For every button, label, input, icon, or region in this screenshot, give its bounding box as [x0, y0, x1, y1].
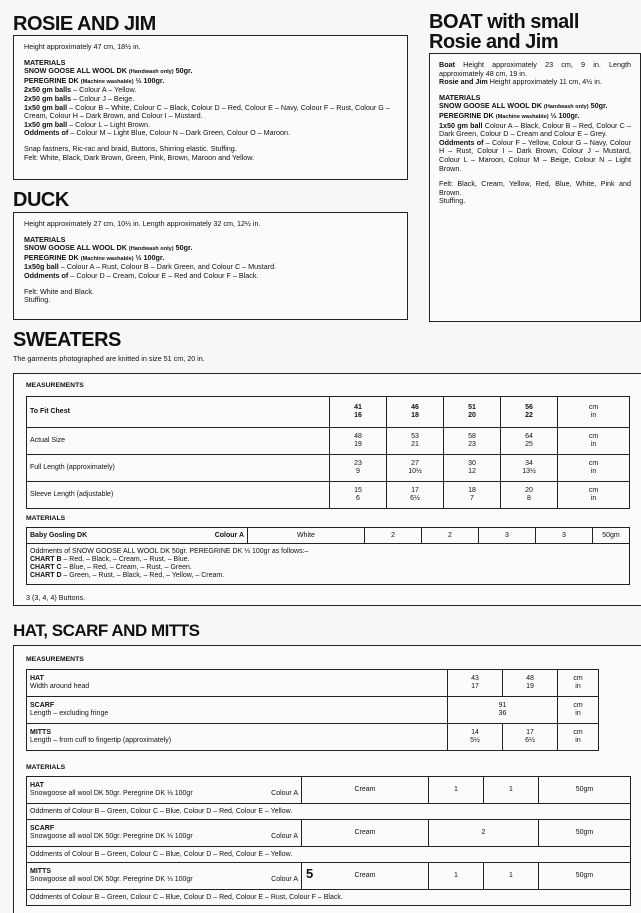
table-row: Oddments of SNOW GOOSE ALL WOOL DK 50gr. PEREGRINE DK ⅓ 100gr as follows:– CHART B – Red, – Black, – Cream, – Rust, – Blue. CHART C – Blue, – Red, – Cream, – Rust, – Green. CHART D – Green, – Rust, – Black, – Red, – Yellow, – Cream. — [27, 544, 630, 585]
rj-label: Rosie and Jim — [439, 77, 488, 87]
table-row: MITTS Snowgoose all wool DK 50gr. Peregrine DK ⅓ 100gr Colour A 5 Cream 1 1 50gm — [27, 863, 631, 890]
table-row: MITTS Length – from cuff to fingertip (approximately) 14 5½ 17 6½ cm in — [27, 724, 599, 751]
materials-heading: MATERIALS — [24, 57, 66, 67]
table-row: Full Length (approximately) 23 9 27 10½ 30 12 34 13½ cm in — [27, 455, 630, 482]
extras-line: Stuffing. — [439, 196, 466, 206]
material-line: 2x50 gm balls – Colour A – Yellow. — [24, 85, 137, 95]
sweaters-title: SWEATERS — [13, 329, 121, 351]
boat-title: BOAT with small Rosie and Jim — [429, 11, 579, 53]
duck-title: DUCK — [13, 189, 69, 211]
hsm-measurements-table — [26, 669, 599, 751]
table-row: Oddments of Colour B – Green, Colour C – Blue, Colour D – Red, Colour E – Rust, Colour F – Black. — [27, 890, 631, 906]
material-line: 1x50 gm ball – Colour B – White, Colour C – Black, Colour D – Red, Colour E – Navy, Colour F – Rust, Colour G – Cream, Colour H – Dark Brown, and Colour I – Mustard. — [24, 102, 390, 121]
extras-line: Snap fastners, Ric-rac and braid, Buttons, Shirring elastic. Stuffing. — [24, 143, 237, 153]
table-row: Oddments of Colour B – Green, Colour C – Blue, Colour D – Red, Colour E – Yellow. — [27, 847, 631, 863]
table-row: Baby Gosling DK Colour A White 2 2 3 3 50gm — [27, 528, 630, 544]
sweaters-box: MEASUREMENTS To Fit Chest 41 16 46 18 51 20 56 22 cm in Actual Size 48 19 53 21 58 23 64 25 cm in Full Length (approximately) 23 9 27 10½ 30 12 34 13½ cm in Sleeve Length (adjustable) 15 6 17 6½ 18 7 20 8 cm in MATERIALS Baby Gosling DK Colour A White 2 2 3 3 50gm Oddments of SNOW GOOSE ALL WOOL DK 50gr. PEREGRINE DK ⅓ 100gr as follows:– CHART B – Red, – Black, – Cream, – Rust, – Blue. CHART C – Blue, – Red, – Cream, – Rust, – Green. CHART D – Green, – Rust, – Black, – Red, – Yellow, – Cream. 3 (3, 4, 4) Buttons. — [13, 373, 641, 606]
material-line: SNOW GOOSE ALL WOOL DK (Handwash only) 50gr. — [24, 66, 193, 76]
material-line: PEREGRINE DK (Machine washable) ⅓ 100gr. — [24, 75, 165, 85]
duck-box: Height approximately 27 cm, 10½ in. Length approximately 32 cm, 12½ in. MATERIALS SNOW GOOSE ALL WOOL DK (Handwash only) 50gr. PEREGRINE DK (Machine washable) ⅓ 100gr. 1x50g ball – Colour A – Rust, Colour B – Dark Green, and Colour C – Mustard. Oddments of – Colour D – Cream, Colour E – Red and Colour F – Black. Felt: White and Black. Stuffing. — [13, 212, 408, 320]
table-row: Oddments of Colour B – Green, Colour C – Blue, Colour D – Red, Colour E – Yellow. — [27, 804, 631, 820]
material-line: 2x50 gm balls – Colour J – Beige. — [24, 93, 135, 103]
buttons-note: 3 (3, 4, 4) Buttons. — [26, 593, 86, 602]
materials-heading: MATERIALS — [439, 92, 481, 102]
extras-line: Felt: Black, Cream, Yellow, Red, Blue, White, Pink and Brown. — [439, 179, 631, 197]
rosie-jim-box — [13, 35, 408, 180]
hsm-title: HAT, SCARF AND MITTS — [13, 621, 200, 640]
extras-line: Felt: White, Black, Dark Brown, Green, Pink, Brown, Maroon and Yellow. — [24, 152, 255, 162]
table-row: SCARF Length – excluding fringe 91 36 cm in — [27, 697, 599, 724]
table-row: Actual Size 48 19 53 21 58 23 64 25 cm in — [27, 428, 630, 455]
table-row: HAT Width around head 43 17 48 19 cm in — [27, 670, 599, 697]
rosie-jim-height: Height approximately 47 cm, 18½ in. — [24, 42, 141, 51]
rosie-jim-title: ROSIE AND JIM — [13, 13, 156, 35]
hsm-materials-table — [26, 776, 631, 906]
material-line: 1x50 gm ball – Colour L – Light Brown. — [24, 119, 150, 129]
hsm-box: MEASUREMENTS HAT Width around head 43 17 48 19 cm in SCARF Length – excluding fringe 91 36 cm in MITTS Length – from cuff to fingertip (approximately) 14 5½ 17 6½ cm in MATERIALS HAT Snowgoose all wool DK 50gr. Peregrine DK ⅓ 100gr Colour A Cream 1 1 50gm Oddments of Colour B – Green, Colour C – Blue, Colour D – Red, Colour E – Yellow. SCARF Snowgoose all wool DK 50gr. Peregrine DK ⅓ 100gr Colour A Cream 2 50gm Oddments of Colour B – Green, Colour C – Blue, Colour D – Red, Colour E – Yellow. MITTS Snowgoose all wool DK 50gr. Peregrine DK ⅓ 100gr Colour A 5 Cream 1 1 50gm Oddments of Colour B – Green, Colour C – Blue, Colour D – Red, Colour E – Rust, Colour F – Black. — [13, 645, 641, 913]
materials-heading: MATERIALS — [24, 234, 66, 244]
material-line: Oddments of – Colour M – Light Blue, Colour N – Dark Green, Colour O – Maroon. — [24, 128, 291, 138]
sweaters-subtitle: The garments photographed are knitted in size 51 cm, 20 in. — [13, 354, 205, 363]
table-row: Sleeve Length (adjustable) 15 6 17 6½ 18 7 20 8 cm in — [27, 482, 630, 509]
sweaters-materials-table — [26, 527, 630, 585]
sweaters-measurements-table — [26, 396, 630, 509]
boat-box: Boat Height approximately 23 cm, 9 in. Length approximately 48 cm, 19 in. Rosie and Jim Height approximately 11 cm, 4½ in. MATERIALS SNOW GOOSE ALL WOOL DK (Handwash only) 50gr. PEREGRINE DK (Machine washable) ⅓ 100gr. 1x50 gm ball Colour A – Black, Colour B – Red, Colour C – Dark Green, Colour D – Cream and Colour E – Grey. Oddments of – Colour F – Yellow, Colour G – Navy, Colour H – Rust, Colour I – Dark Brown, Colour J – Mustard, Colour L – Maroon, Colour M – Beige, Colour N – Light Brown. Felt: Black, Cream, Yellow, Red, Blue, White, Pink and Brown. Stuffing. — [429, 53, 641, 322]
table-row: SCARF Snowgoose all wool DK 50gr. Peregrine DK ⅓ 100gr Colour A Cream 2 50gm — [27, 820, 631, 847]
page-number: 5 — [306, 866, 314, 881]
table-row: To Fit Chest 41 16 46 18 51 20 56 22 cm in — [27, 397, 630, 428]
table-row: HAT Snowgoose all wool DK 50gr. Peregrine DK ⅓ 100gr Colour A Cream 1 1 50gm — [27, 777, 631, 804]
boat-label: Boat — [439, 60, 455, 69]
